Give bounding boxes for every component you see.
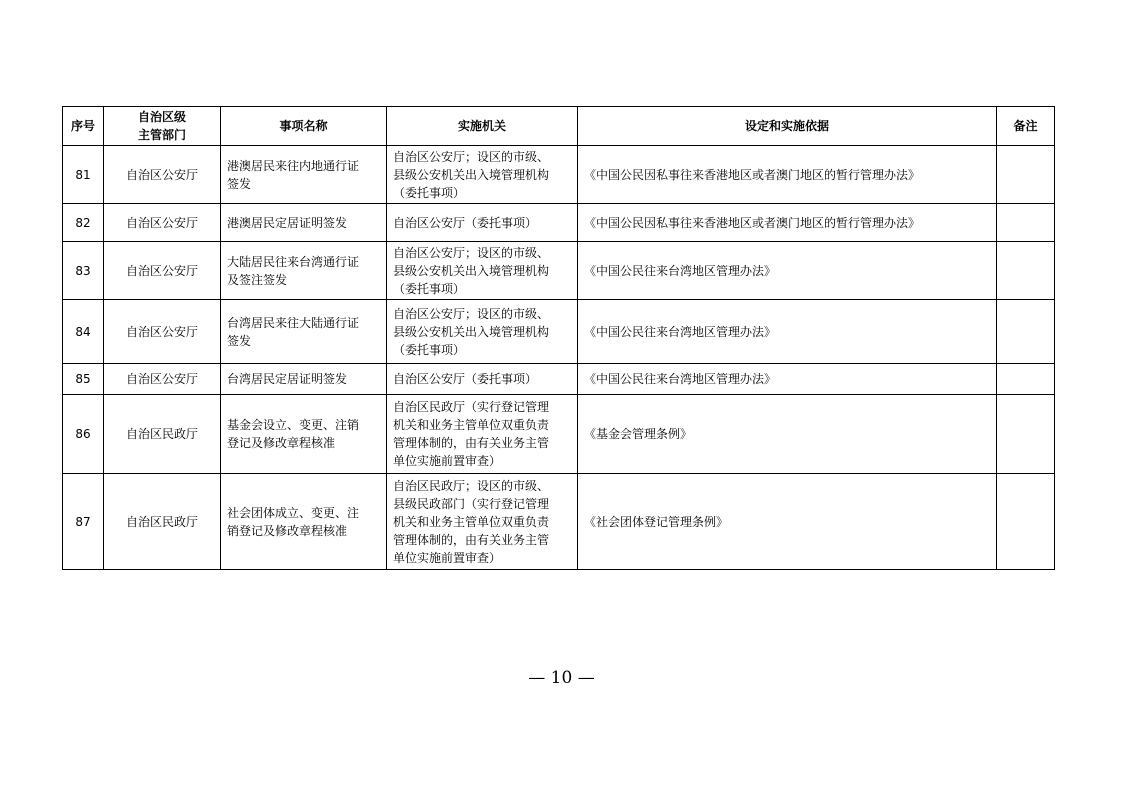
- row-basis: 《中国公民往来台湾地区管理办法》: [578, 364, 997, 395]
- row-dept: 自治区民政厅: [104, 395, 221, 474]
- table-row: [63, 242, 1055, 300]
- row-agency: 自治区民政厅；设区的市级、 县级民政部门（实行登记管理 机关和业务主管单位双重负责 管理体制的，由有关业务主管 单位实施前置审查）: [387, 474, 578, 570]
- row-dept: 自治区公安厅: [104, 204, 221, 242]
- row-no: 83: [63, 242, 104, 300]
- row-no: 85: [63, 364, 104, 395]
- row-agency: 自治区民政厅（实行登记管理 机关和业务主管单位双重负责 管理体制的，由有关业务主管 单位实施前置审查）: [387, 395, 578, 474]
- header-basis: 设定和实施依据: [578, 107, 997, 146]
- row-basis: 《基金会管理条例》: [578, 395, 997, 474]
- row-item-name: 台湾居民来往大陆通行证 签发: [221, 300, 387, 364]
- row-no: 81: [63, 146, 104, 204]
- row-agency: 自治区公安厅（委托事项）: [387, 364, 578, 395]
- row-basis: 《社会团体登记管理条例》: [578, 474, 997, 570]
- row-dept: 自治区公安厅: [104, 242, 221, 300]
- row-agency: 自治区公安厅；设区的市级、 县级公安机关出入境管理机构 （委托事项）: [387, 146, 578, 204]
- row-remark: [997, 364, 1055, 395]
- table-row: [63, 300, 1055, 364]
- row-item-name: 港澳居民定居证明签发: [221, 204, 387, 242]
- header-name: 事项名称: [221, 107, 387, 146]
- table-row: [63, 395, 1055, 474]
- row-no: 87: [63, 474, 104, 570]
- table-row: [63, 146, 1055, 204]
- row-agency: 自治区公安厅；设区的市级、 县级公安机关出入境管理机构 （委托事项）: [387, 300, 578, 364]
- row-basis: 《中国公民因私事往来香港地区或者澳门地区的暂行管理办法》: [578, 146, 997, 204]
- row-dept: 自治区公安厅: [104, 364, 221, 395]
- row-no: 86: [63, 395, 104, 474]
- row-remark: [997, 146, 1055, 204]
- row-dept: 自治区民政厅: [104, 474, 221, 570]
- row-no: 84: [63, 300, 104, 364]
- header-dept-line2: 主管部门: [137, 128, 186, 142]
- header-agency: 实施机关: [387, 107, 578, 146]
- header-dept-line1: 自治区级: [137, 110, 186, 124]
- table-row: [63, 364, 1055, 395]
- row-basis: 《中国公民因私事往来香港地区或者澳门地区的暂行管理办法》: [578, 204, 997, 242]
- row-item-name: 大陆居民往来台湾通行证 及签注签发: [221, 242, 387, 300]
- items-table: [62, 106, 1055, 570]
- header-no: 序号: [63, 107, 104, 146]
- row-remark: [997, 242, 1055, 300]
- row-agency: 自治区公安厅；设区的市级、 县级公安机关出入境管理机构 （委托事项）: [387, 242, 578, 300]
- page-number: — 10 —: [528, 668, 595, 688]
- row-dept: 自治区公安厅: [104, 146, 221, 204]
- row-remark: [997, 474, 1055, 570]
- row-item-name: 基金会设立、变更、注销 登记及修改章程核准: [221, 395, 387, 474]
- row-basis: 《中国公民往来台湾地区管理办法》: [578, 300, 997, 364]
- row-dept: 自治区公安厅: [104, 300, 221, 364]
- row-agency: 自治区公安厅（委托事项）: [387, 204, 578, 242]
- header-remark: 备注: [997, 107, 1055, 146]
- row-remark: [997, 395, 1055, 474]
- table-row: [63, 204, 1055, 242]
- row-remark: [997, 204, 1055, 242]
- table-header-row: [63, 107, 1055, 146]
- row-basis: 《中国公民往来台湾地区管理办法》: [578, 242, 997, 300]
- row-no: 82: [63, 204, 104, 242]
- table-row: [63, 474, 1055, 570]
- row-item-name: 台湾居民定居证明签发: [221, 364, 387, 395]
- row-remark: [997, 300, 1055, 364]
- header-dept: [104, 107, 221, 146]
- row-item-name: 港澳居民来往内地通行证 签发: [221, 146, 387, 204]
- row-item-name: 社会团体成立、变更、注 销登记及修改章程核准: [221, 474, 387, 570]
